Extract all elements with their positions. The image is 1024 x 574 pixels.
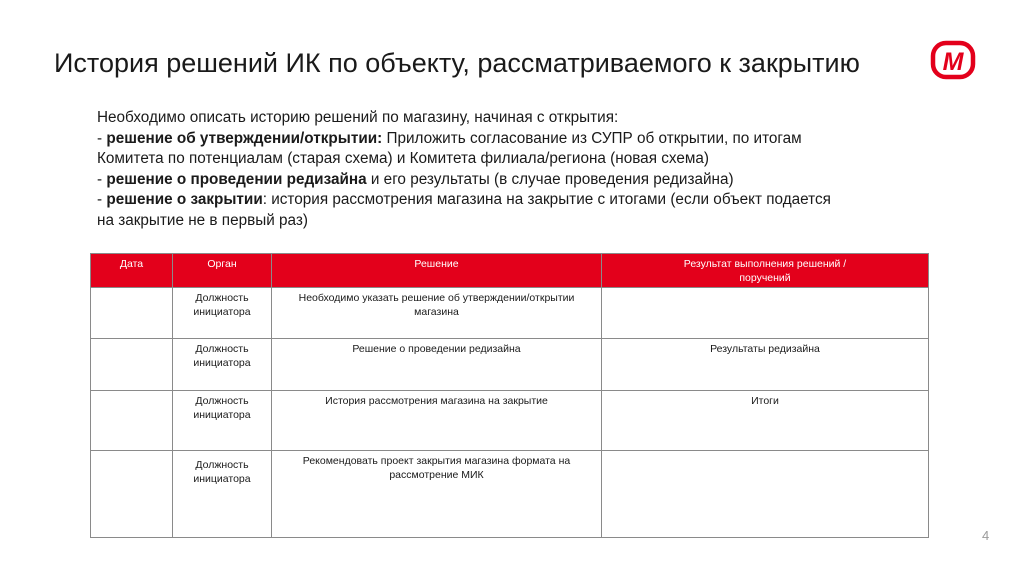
magnit-logo-icon	[930, 40, 976, 80]
intro-item-approval	[97, 129, 927, 150]
bullet-dash: -	[97, 170, 107, 188]
cell-decision: История рассмотрения магазина на закрытие	[272, 391, 602, 451]
cell-organ: Должность инициатора	[173, 339, 272, 391]
slide-title: История решений ИК по объекту, рассматриваемого к закрытию	[54, 48, 860, 78]
intro-item-closure-cont: на закрытие не в первый раз)	[97, 211, 308, 229]
cell-date	[91, 288, 173, 339]
table-row	[91, 339, 929, 391]
cell-organ: Должность инициатора	[173, 391, 272, 451]
intro-item-closure-text: : история рассмотрения магазина на закрытие с итогами (если объект подается	[262, 191, 831, 208]
header-organ: Орган	[173, 254, 272, 288]
intro-line: Необходимо описать историю решений по магазину, начиная с открытия:	[97, 109, 619, 126]
intro-item-approval-text: Приложить согласование из СУПР об открытии, по итогам	[382, 129, 802, 147]
cell-decision: Рекомендовать проект закрытия магазина формата на рассмотрение МИК	[272, 451, 602, 538]
table-row	[91, 391, 929, 451]
header-date: Дата	[91, 254, 173, 288]
table-row	[91, 451, 929, 538]
cell-result: Результаты редизайна	[602, 339, 929, 391]
cell-decision: Необходимо указать решение об утверждении/открытии магазина	[272, 288, 602, 339]
table-header-row	[91, 254, 929, 288]
cell-result	[602, 288, 929, 339]
page-number: 4	[982, 528, 990, 543]
intro-item-approval-cont: Комитета по потенциалам (старая схема) и Комитета филиала/региона (новая схема)	[97, 150, 709, 167]
intro-item-redesign-title: решение о проведении редизайна	[106, 170, 367, 188]
cell-date	[91, 451, 173, 538]
cell-organ: Должность инициатора	[173, 451, 272, 538]
bullet-dash: -	[97, 129, 107, 147]
cell-result	[602, 451, 929, 538]
intro-item-closure	[97, 190, 927, 211]
header-decision: Решение	[272, 254, 602, 288]
decision-history-table	[90, 253, 929, 538]
cell-organ: Должность инициатора	[173, 288, 272, 339]
cell-date	[91, 339, 173, 391]
header-result: Результат выполнения решений / поручений	[602, 254, 929, 288]
intro-item-approval-title: решение об утверждении/открытии:	[106, 129, 383, 147]
intro-item-redesign	[97, 170, 927, 191]
intro-item-closure-title: решение о закрытии	[106, 191, 263, 208]
cell-result: Итоги	[602, 391, 929, 451]
bullet-dash: -	[97, 191, 107, 208]
cell-date	[91, 391, 173, 451]
cell-decision: Решение о проведении редизайна	[272, 339, 602, 391]
table-row	[91, 288, 929, 339]
logo-letter: М	[942, 48, 964, 76]
intro-item-redesign-text: и его результаты (в случае проведения редизайна)	[366, 170, 734, 188]
intro-text	[97, 108, 927, 231]
